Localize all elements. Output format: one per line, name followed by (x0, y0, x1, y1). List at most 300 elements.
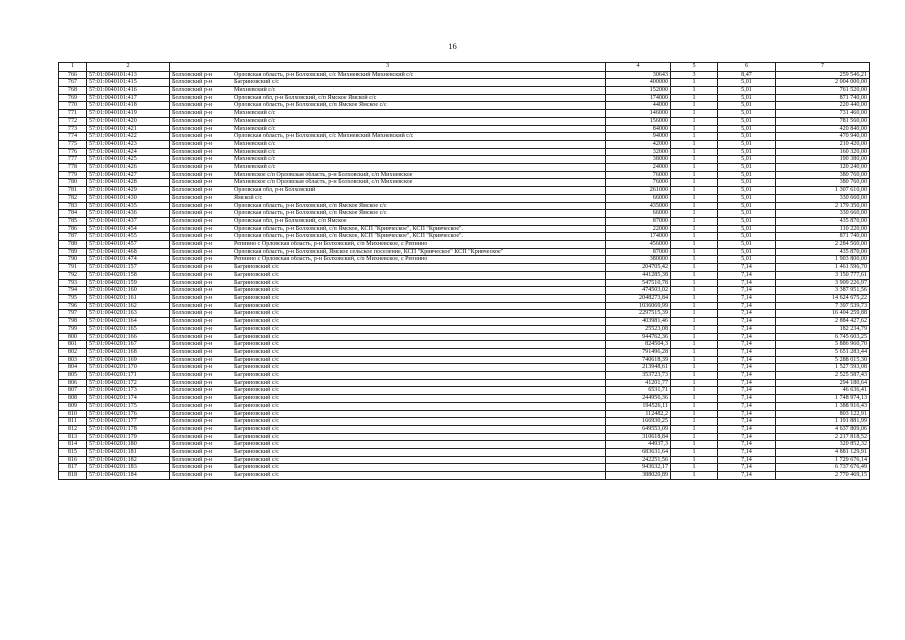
address-text: Багриновский с/с (234, 379, 279, 386)
table-row (59, 171, 870, 179)
value-cell: 120 240,00 (776, 164, 870, 172)
district-text: Болховский р-н (172, 395, 213, 402)
row-number-cell: 805 (59, 372, 87, 380)
row-number-cell: 818 (59, 472, 87, 480)
location-cell (170, 387, 606, 395)
location-cell (170, 264, 606, 272)
table-row (59, 348, 870, 356)
location-cell (170, 125, 606, 133)
location-cell (170, 372, 606, 380)
area-cell: 194526,11 (606, 402, 671, 410)
area-cell: 388020,89 (606, 472, 671, 480)
count-cell: 1 (671, 279, 718, 287)
district-text: Болховский р-н (172, 225, 213, 232)
cadastral-number-cell: 57:01:0040201:176 (87, 410, 170, 418)
address-text: Багриновский с/с (234, 472, 279, 479)
address-text: Михневский с/с (234, 87, 276, 93)
row-number-cell: 780 (59, 179, 87, 187)
district-text: Болховский р-н (172, 464, 213, 471)
district-text: Болховский р-н (172, 71, 213, 78)
count-cell: 1 (671, 341, 718, 349)
address-text: Багриновский с/с (234, 333, 279, 340)
table-row (59, 233, 870, 241)
value-cell: 2 179 350,00 (776, 202, 870, 210)
cadastral-number-cell: 57:01:0040101:428 (87, 179, 170, 187)
location-cell (170, 325, 606, 333)
row-number-cell: 803 (59, 356, 87, 364)
rate-cell: 5,01 (718, 233, 776, 241)
value-cell: 7 397 539,73 (776, 302, 870, 310)
location-cell (170, 179, 606, 187)
address-text: Багриновский с/с (234, 264, 279, 271)
area-cell: 791496,28 (606, 348, 671, 356)
table-row (59, 433, 870, 441)
row-number-cell: 775 (59, 140, 87, 148)
district-text: Болховский р-н (172, 179, 213, 186)
cadastral-number-cell: 57:01:0040201:180 (87, 441, 170, 449)
location-cell (170, 441, 606, 449)
cadastral-number-cell: 57:01:0040101:474 (87, 256, 170, 264)
table-row (59, 225, 870, 233)
location-cell (170, 133, 606, 141)
value-cell: 1 748 974,13 (776, 395, 870, 403)
rate-cell: 5,01 (718, 125, 776, 133)
rate-cell: 7,14 (718, 410, 776, 418)
row-number-cell: 769 (59, 94, 87, 102)
district-text: Болховский р-н (172, 110, 213, 117)
row-number-cell: 793 (59, 279, 87, 287)
cadastral-number-cell: 57:01:0040101:419 (87, 110, 170, 118)
area-cell: 66000 (606, 210, 671, 218)
address-text: Багриновский с/с (234, 372, 279, 379)
location-cell (170, 425, 606, 433)
cadastral-number-cell: 57:01:0040101:422 (87, 133, 170, 141)
table-row (59, 164, 870, 172)
value-cell: 210 420,00 (776, 140, 870, 148)
district-text: Болховский р-н (172, 325, 213, 332)
row-number-cell: 776 (59, 148, 87, 156)
value-cell: 1 903 800,00 (776, 256, 870, 264)
table-row (59, 217, 870, 225)
rate-cell: 7,14 (718, 333, 776, 341)
value-cell: 1 527 593,08 (776, 364, 870, 372)
district-text: Болховский р-н (172, 449, 213, 456)
row-number-cell: 802 (59, 348, 87, 356)
address-text: Михневское с/п Орловская область, р-н Болховский, с/п Михневское (234, 179, 413, 186)
table-row (59, 325, 870, 333)
rate-cell: 5,01 (718, 156, 776, 164)
rate-cell: 7,14 (718, 348, 776, 356)
table-row (59, 302, 870, 310)
rate-cell: 7,14 (718, 425, 776, 433)
area-cell: 66000 (606, 194, 671, 202)
district-text: Болховский р-н (172, 241, 213, 248)
count-cell: 1 (671, 464, 718, 472)
row-number-cell: 768 (59, 87, 87, 95)
row-number-cell: 816 (59, 456, 87, 464)
row-number-cell: 796 (59, 302, 87, 310)
row-number-cell: 772 (59, 117, 87, 125)
row-number-cell: 770 (59, 102, 87, 110)
address-text: Багриновский с/с (234, 364, 279, 371)
rate-cell: 5,01 (718, 179, 776, 187)
rate-cell: 7,14 (718, 372, 776, 380)
address-text: Михневский с/с (234, 156, 276, 163)
table-row (59, 310, 870, 318)
address-text: Багриновский с/с (234, 441, 279, 448)
table-row (59, 202, 870, 210)
row-number-cell: 782 (59, 194, 87, 202)
table-row (59, 472, 870, 480)
rate-cell: 7,14 (718, 264, 776, 272)
value-cell: 761 520,00 (776, 87, 870, 95)
cadastral-number-cell: 57:01:0040101:436 (87, 210, 170, 218)
cadastral-number-cell: 57:01:0040201:159 (87, 279, 170, 287)
count-cell: 1 (671, 210, 718, 218)
area-cell: 380000 (606, 256, 671, 264)
count-cell: 1 (671, 140, 718, 148)
area-cell: 310618,84 (606, 433, 671, 441)
value-cell: 259 546,21 (776, 71, 870, 79)
district-text: Болховский р-н (172, 87, 213, 93)
count-cell: 1 (671, 364, 718, 372)
location-cell (170, 341, 606, 349)
table-row (59, 156, 870, 164)
district-text: Болховский р-н (172, 148, 213, 155)
address-text: Багриновский с/с (234, 302, 279, 309)
address-text: Ямской с/с (234, 194, 263, 201)
count-cell: 1 (671, 248, 718, 256)
value-cell: 110 220,00 (776, 225, 870, 233)
district-text: Болховский р-н (172, 117, 213, 124)
location-cell (170, 94, 606, 102)
row-number-cell: 813 (59, 433, 87, 441)
table-row (59, 256, 870, 264)
table-row (59, 71, 870, 79)
value-cell: 871 740,00 (776, 94, 870, 102)
cadastral-number-cell: 57:01:0040201:170 (87, 364, 170, 372)
location-cell (170, 110, 606, 118)
count-cell: 1 (671, 79, 718, 87)
rate-cell: 7,14 (718, 302, 776, 310)
row-number-cell: 771 (59, 110, 87, 118)
count-cell: 1 (671, 94, 718, 102)
address-text: Багриновский с/с (234, 348, 279, 355)
value-cell: 1 307 610,00 (776, 187, 870, 195)
rate-cell: 5,01 (718, 194, 776, 202)
address-text: Багриновский с/с (234, 356, 279, 363)
row-number-cell: 774 (59, 133, 87, 141)
address-text: Орловская область, р-н Болховский, с/п Ямское Ямское с/с (234, 202, 387, 209)
address-text: Багриновский с/с (234, 464, 279, 471)
rate-cell: 5,01 (718, 79, 776, 87)
value-cell: 871 740,00 (776, 233, 870, 241)
count-cell: 1 (671, 264, 718, 272)
count-cell: 1 (671, 302, 718, 310)
cadastral-number-cell: 57:01:0040201:173 (87, 387, 170, 395)
area-cell: 174000 (606, 233, 671, 241)
location-cell (170, 71, 606, 79)
rate-cell: 7,14 (718, 271, 776, 279)
count-cell: 1 (671, 418, 718, 426)
count-cell: 1 (671, 125, 718, 133)
value-cell: 470 940,00 (776, 133, 870, 141)
address-text: Багриновский с/с (234, 271, 279, 278)
count-cell: 1 (671, 456, 718, 464)
district-text: Болховский р-н (172, 233, 213, 240)
address-text: Багриновский с/с (234, 341, 279, 348)
table-row (59, 248, 870, 256)
area-cell: 6531,71 (606, 387, 671, 395)
location-cell (170, 194, 606, 202)
count-cell: 1 (671, 425, 718, 433)
row-number-cell: 777 (59, 156, 87, 164)
count-cell: 3 (671, 71, 718, 79)
district-text: Болховский р-н (172, 341, 213, 348)
district-text: Болховский р-н (172, 264, 213, 271)
area-cell: 400000 (606, 79, 671, 87)
count-cell: 1 (671, 433, 718, 441)
area-cell: 213948,61 (606, 364, 671, 372)
row-number-cell: 783 (59, 202, 87, 210)
count-cell: 1 (671, 356, 718, 364)
value-cell: 5 886 960,70 (776, 341, 870, 349)
address-text: Багриновский с/с (234, 279, 279, 286)
location-cell (170, 348, 606, 356)
value-cell: 330 660,00 (776, 210, 870, 218)
district-text: Болховский р-н (172, 156, 213, 163)
cadastral-number-cell: 57:01:0040101:416 (87, 87, 170, 95)
area-cell: 22000 (606, 225, 671, 233)
area-cell: 76000 (606, 171, 671, 179)
value-cell: 16 404 259,88 (776, 310, 870, 318)
row-number-cell: 788 (59, 241, 87, 249)
value-cell: 3 909 226,97 (776, 279, 870, 287)
cadastral-number-cell: 57:01:0040201:171 (87, 372, 170, 380)
count-cell: 1 (671, 156, 718, 164)
value-cell: 2 525 587,43 (776, 372, 870, 380)
column-header: 3 (170, 63, 606, 72)
cadastral-number-cell: 57:01:0040101:427 (87, 171, 170, 179)
row-number-cell: 810 (59, 410, 87, 418)
cadastral-number-cell: 57:01:0040201:169 (87, 356, 170, 364)
rate-cell: 7,14 (718, 472, 776, 480)
district-text: Болховский р-н (172, 94, 213, 101)
value-cell: 781 560,00 (776, 117, 870, 125)
row-number-cell: 767 (59, 79, 87, 87)
area-cell: 261000 (606, 187, 671, 195)
count-cell: 1 (671, 217, 718, 225)
row-number-cell: 778 (59, 164, 87, 172)
area-cell: 152000 (606, 87, 671, 95)
count-cell: 1 (671, 372, 718, 380)
cadastral-number-cell: 57:01:0040101:435 (87, 202, 170, 210)
district-text: Болховский р-н (172, 256, 213, 263)
row-number-cell: 787 (59, 233, 87, 241)
address-text: Багриновский с/с (234, 325, 279, 332)
rate-cell: 7,14 (718, 294, 776, 302)
cadastral-number-cell: 57:01:0040201:184 (87, 472, 170, 480)
value-cell: 5 288 015,30 (776, 356, 870, 364)
address-text: Орловская обл, р-н Болховский, с/п Ямское Ямской с/с (234, 94, 377, 101)
rate-cell: 5,01 (718, 148, 776, 156)
value-cell: 14 624 675,22 (776, 294, 870, 302)
rate-cell: 7,14 (718, 418, 776, 426)
rate-cell: 7,14 (718, 395, 776, 403)
cadastral-number-cell: 57:01:0040101:421 (87, 125, 170, 133)
district-text: Болховский р-н (172, 217, 213, 224)
address-text: Орловская область, р-н Болховский, Ямское сельское поселение, КСП "Кривческое" КСП "Кривческое" (234, 248, 504, 255)
count-cell: 1 (671, 395, 718, 403)
row-number-cell: 814 (59, 441, 87, 449)
rate-cell: 5,01 (718, 94, 776, 102)
location-cell (170, 102, 606, 110)
cadastral-number-cell: 57:01:0040201:175 (87, 402, 170, 410)
area-cell: 944762,36 (606, 333, 671, 341)
value-cell: 1 729 676,14 (776, 456, 870, 464)
cadastral-number-cell: 57:01:0040101:417 (87, 94, 170, 102)
cadastral-number-cell: 57:01:0040101:418 (87, 102, 170, 110)
value-cell: 435 870,00 (776, 217, 870, 225)
header-row (59, 63, 870, 72)
row-number-cell: 786 (59, 225, 87, 233)
value-cell: 435 870,00 (776, 248, 870, 256)
row-number-cell: 815 (59, 449, 87, 457)
count-cell: 1 (671, 117, 718, 125)
area-cell: 824504,3 (606, 341, 671, 349)
location-cell (170, 87, 606, 95)
area-cell: 474503,02 (606, 287, 671, 295)
value-cell: 182 234,79 (776, 325, 870, 333)
table-row (59, 410, 870, 418)
cadastral-number-cell: 57:01:0040201:174 (87, 395, 170, 403)
area-cell: 87000 (606, 248, 671, 256)
address-text: Михневский с/с (234, 164, 276, 171)
table-row (59, 179, 870, 187)
count-cell: 1 (671, 387, 718, 395)
column-header: 6 (718, 63, 776, 72)
area-cell: 38000 (606, 156, 671, 164)
district-text: Болховский р-н (172, 318, 213, 325)
table-row (59, 425, 870, 433)
area-cell: 44937,3 (606, 441, 671, 449)
cadastral-number-cell: 57:01:0040201:182 (87, 456, 170, 464)
value-cell: 5 651 283,44 (776, 348, 870, 356)
district-text: Болховский р-н (172, 271, 213, 278)
cadastral-number-cell: 57:01:0040201:157 (87, 264, 170, 272)
table-row (59, 210, 870, 218)
location-cell (170, 202, 606, 210)
rate-cell: 5,01 (718, 133, 776, 141)
count-cell: 1 (671, 102, 718, 110)
row-number-cell: 808 (59, 395, 87, 403)
cadastral-number-cell: 57:01:0040201:168 (87, 348, 170, 356)
district-text: Болховский р-н (172, 456, 213, 463)
area-cell: 166930,25 (606, 418, 671, 426)
location-cell (170, 356, 606, 364)
rate-cell: 7,14 (718, 341, 776, 349)
rate-cell: 5,01 (718, 241, 776, 249)
row-number-cell: 785 (59, 217, 87, 225)
count-cell: 1 (671, 133, 718, 141)
address-text: Михневский с/с (234, 110, 276, 117)
row-number-cell: 790 (59, 256, 87, 264)
address-text: Багриновский с/с (234, 79, 279, 86)
address-text: Багриновский с/с (234, 395, 279, 402)
table-row (59, 418, 870, 426)
area-cell: 740618,39 (606, 356, 671, 364)
area-cell: 441285,38 (606, 271, 671, 279)
district-text: Болховский р-н (172, 187, 213, 194)
location-cell (170, 156, 606, 164)
location-cell (170, 294, 606, 302)
row-number-cell: 791 (59, 264, 87, 272)
area-cell: 456000 (606, 241, 671, 249)
area-cell: 1036069,99 (606, 302, 671, 310)
table-row (59, 294, 870, 302)
count-cell: 1 (671, 402, 718, 410)
area-cell: 242251,56 (606, 456, 671, 464)
cadastral-number-cell: 57:01:0040101:430 (87, 194, 170, 202)
value-cell: 731 460,00 (776, 110, 870, 118)
area-cell: 435000 (606, 202, 671, 210)
rate-cell: 5,01 (718, 171, 776, 179)
value-cell: 380 760,00 (776, 171, 870, 179)
value-cell: 294 180,64 (776, 379, 870, 387)
district-text: Болховский р-н (172, 202, 213, 209)
row-number-cell: 766 (59, 71, 87, 79)
value-cell: 2 004 000,00 (776, 79, 870, 87)
district-text: Болховский р-н (172, 302, 213, 309)
location-cell (170, 449, 606, 457)
district-text: Болховский р-н (172, 133, 213, 140)
cadastral-number-cell: 57:01:0040101:455 (87, 233, 170, 241)
rate-cell: 5,01 (718, 102, 776, 110)
rate-cell: 8,47 (718, 71, 776, 79)
row-number-cell: 807 (59, 387, 87, 395)
area-cell: 84000 (606, 125, 671, 133)
district-text: Болховский р-н (172, 433, 213, 440)
cadastral-number-cell: 57:01:0040101:454 (87, 225, 170, 233)
district-text: Болховский р-н (172, 194, 213, 201)
table-row (59, 241, 870, 249)
count-cell: 1 (671, 333, 718, 341)
table-row (59, 279, 870, 287)
cadastral-number-cell: 57:01:0040101:437 (87, 217, 170, 225)
district-text: Болховский р-н (172, 140, 213, 147)
column-header: 2 (87, 63, 170, 72)
page-number: 16 (448, 41, 457, 51)
address-text: Багриновский с/с (234, 402, 279, 409)
location-cell (170, 148, 606, 156)
location-cell (170, 333, 606, 341)
value-cell: 6 737 676,49 (776, 464, 870, 472)
table-row (59, 187, 870, 195)
cadastral-number-cell: 57:01:0040201:165 (87, 325, 170, 333)
cadastral-number-cell: 57:01:0040201:163 (87, 310, 170, 318)
location-cell (170, 379, 606, 387)
district-text: Болховский р-н (172, 372, 213, 379)
count-cell: 1 (671, 225, 718, 233)
row-number-cell: 792 (59, 271, 87, 279)
table-row (59, 87, 870, 95)
location-cell (170, 217, 606, 225)
district-text: Болховский р-н (172, 248, 213, 255)
table-row (59, 372, 870, 380)
count-cell: 1 (671, 194, 718, 202)
value-cell: 46 636,41 (776, 387, 870, 395)
area-cell: 403981,46 (606, 318, 671, 326)
